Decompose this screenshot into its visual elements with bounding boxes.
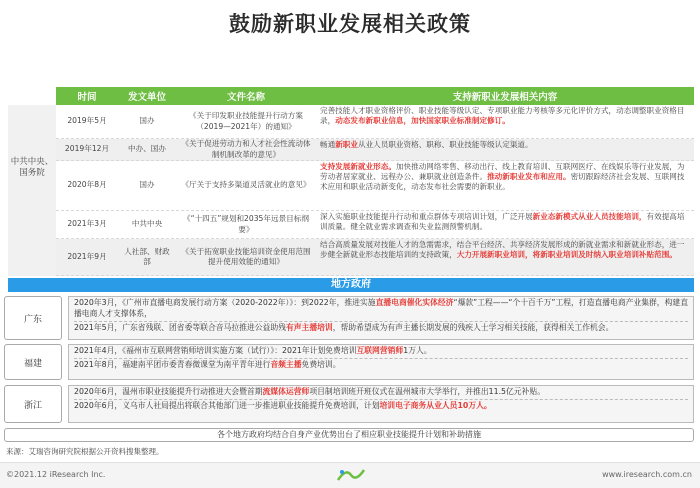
row-time: 2021年3月	[67, 219, 107, 229]
table-header	[8, 87, 694, 105]
row-file: 《关于拓宽职业技能培训资金使用范围提升使用效能的通知》	[181, 246, 311, 266]
table-row	[56, 105, 694, 139]
org-column	[8, 105, 56, 276]
list-item: 2021年5月，广东省残联、团省委等联合音马拉推进公益助残有声主播培训，帮助希望成为有声主播长期发展的残疾人士学习相关技能，获得相关工作机会。	[74, 321, 688, 334]
list-item: 2020年3月，《广州市直播电商发展行动方案（2020-2022年）》：到2022年，推进实施直播电商催化实体经济“爆款”工程——“个十百千万”工程，打造直播电商产业集群，构建直播电商人才支撑体系，	[74, 298, 688, 318]
iresearch-logo-icon	[336, 466, 366, 484]
header-file: 文件名称	[226, 92, 265, 103]
central-org-label: 中共中央、国务院	[10, 157, 54, 178]
header-unit: 发文单位	[127, 92, 166, 103]
row-file: 《关于印发职业技能提升行动方案（2019—2021年）的通知》	[189, 111, 303, 131]
list-item: 2021年8月，福建南平团市委青春微课堂为南平青年进行音频主播免费培训。	[74, 358, 688, 371]
row-unit: 国办	[139, 116, 155, 126]
row-file: 《关于促进劳动力和人才社会性流动体制机制改革的意见》	[181, 139, 311, 159]
table-row	[56, 161, 694, 211]
table-row	[56, 211, 694, 239]
website-url: www.iresearch.com.cn	[602, 470, 692, 479]
row-content: 深入实施职业技能提升行动和重点群体专项培训计划，广泛开展新业态新模式从业人员技能培训，有效提高培训质量。健全就业需求调查和失业监测预警机制。	[320, 212, 685, 232]
row-content: 结合高质量发展对技能人才的急需需求，结合平台经济、共享经济发展形成的新就业需求和新就业形态，进一步健全新就业形态技能培训的支持政策，大力开展新职业培训，将新职业培训及时纳入职业培训补贴范围。	[320, 240, 685, 260]
row-unit: 国办	[139, 180, 155, 190]
province-label-zhejiang: 浙江	[4, 385, 62, 423]
list-item: 2020年6月，义乌市人社局提出将联合其他部门进一步推进职业技能提升免费培训，计划培训电子商务从业人员10万人。	[74, 399, 688, 412]
page-title: 鼓励新职业发展相关政策	[229, 12, 471, 36]
source-note: 来源：艾瑞咨询研究院根据公开资料搜集整理。	[6, 447, 164, 456]
row-time: 2019年5月	[67, 116, 107, 126]
copyright: ©2021.12 iResearch Inc.	[6, 470, 106, 479]
table-row	[56, 239, 694, 276]
row-content: 畅通新职业从业人员职业资格、职称、职业技能等级认定渠道。	[320, 140, 533, 149]
header-content: 支持新职业发展相关内容	[452, 92, 558, 103]
row-content: 完善技能人才职业资格评价、职业技能等级认定、专项职业能力考核等多元化评价方式，动态调整职业资格目录，动态发布新职业信息，加快国家职业标准制定修订。	[320, 106, 685, 126]
list-item: 2021年4月，《福州市互联网营销师培训实施方案（试行）》：2021年计划免费培训互联网营销师1万人。	[74, 346, 432, 355]
local-government-bar: 地方政府	[8, 278, 694, 292]
row-content: 支持发展新就业形态。加快推动网络零售、移动出行、线上教育培训、互联网医疗、在线娱乐等行业发展，为劳动者居家就业、远程办公、兼职就业创造条件。推动新职业发布和应用。密切跟踪经济社会发展、互联网技术应用和职业活动新变化，动态发布社会需要的新职业。	[320, 162, 685, 192]
central-policy-table	[8, 87, 694, 276]
list-item: 2020年6月，温州市职业技能提升行动推进大会暨首期流媒体运营师项目制培训班开班仪式在温州城市大学举行，并推出11.5亿元补贴。	[74, 387, 545, 396]
province-box-guangdong	[68, 296, 694, 340]
row-unit: 中共中央	[131, 219, 163, 229]
row-file: 《厅关于支持多渠道灵活就业的意见》	[181, 180, 311, 190]
summary-box: 各个地方政府均结合自身产业优势出台了相应职业技能提升计划和补助措施	[4, 428, 694, 442]
header-time: 时间	[77, 92, 97, 103]
row-unit: 中办、国办	[128, 144, 166, 154]
row-time: 2019年12月	[64, 144, 110, 154]
row-file: 《“十四五”规划和2035年远景目标纲要》	[183, 214, 309, 234]
table-row	[56, 139, 694, 161]
row-time: 2020年8月	[67, 180, 107, 190]
province-box-zhejiang	[68, 385, 694, 423]
province-label-fujian: 福建	[4, 344, 62, 380]
province-label-guangdong: 广东	[4, 296, 62, 340]
row-time: 2021年9月	[67, 251, 107, 261]
province-box-fujian	[68, 344, 694, 380]
footer	[0, 462, 700, 488]
row-unit: 人社部、财政部	[124, 246, 170, 266]
header-org-spacer	[8, 87, 56, 105]
